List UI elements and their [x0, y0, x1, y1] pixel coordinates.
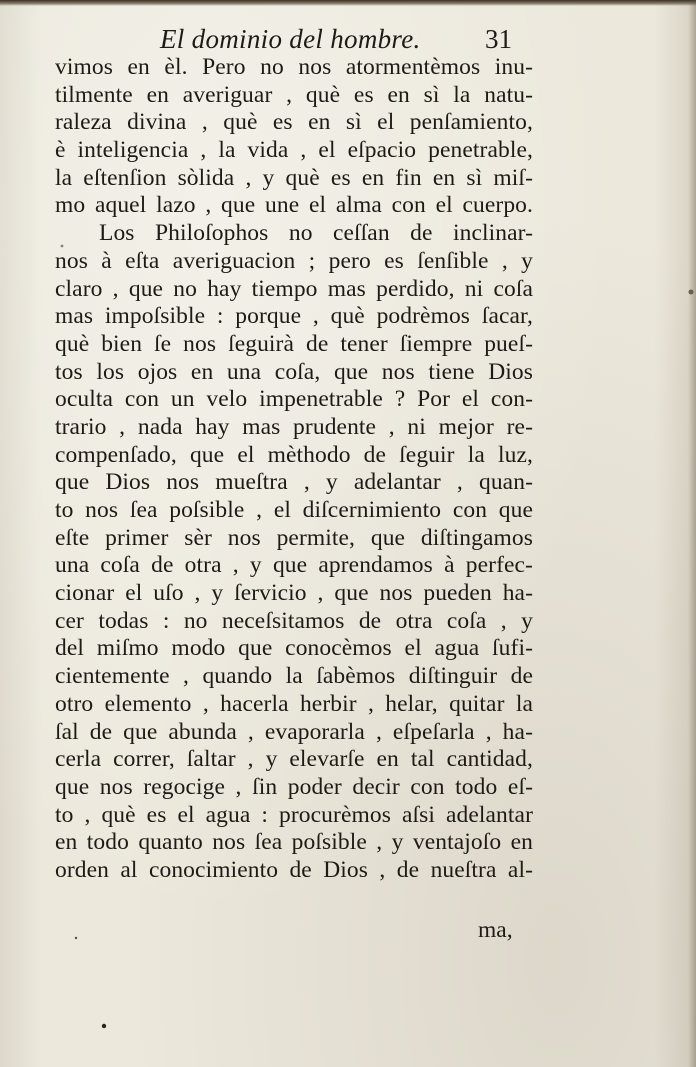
- text-line: cer todas : no neceſsitamos de otra coſa , y: [55, 607, 533, 634]
- text-line: del miſmo modo que conocèmos el agua ſufi-: [55, 635, 533, 662]
- text-line: trario , nada hay mas prudente , ni mejor re-: [55, 413, 533, 440]
- ink-speck: [75, 937, 77, 939]
- running-title: El dominio del hombre.: [160, 24, 421, 54]
- body-text: [55, 54, 533, 885]
- text-line: oculta con un velo impenetrable ? Por el con-: [55, 386, 533, 413]
- running-head: [0, 22, 696, 58]
- text-line: vimos en èl. Pero no nos atormentèmos inu-: [55, 54, 533, 80]
- text-line: to , què es el agua : procurèmos aſsi adelantar: [55, 801, 533, 828]
- page-top-edge: [0, 0, 696, 6]
- text-line: to nos ſea poſsible , el diſcernimiento con que: [55, 497, 533, 523]
- text-line: mo aquel lazo , que une el alma con el cuerpo.: [55, 192, 533, 219]
- text-line: una coſa de otra , y que aprendamos à perfec-: [55, 552, 533, 579]
- catchword: ma,: [478, 917, 513, 943]
- text-line: que Dios nos mueſtra , y adelantar , quan-: [55, 469, 533, 496]
- text-line: è inteligencia , la vida , el eſpacio penetrable,: [55, 137, 533, 164]
- page-gutter-shadow: [688, 0, 696, 1067]
- text-line: cerla correr, ſaltar , y elevarſe en tal cantidad,: [55, 746, 533, 773]
- text-line: otro elemento , hacerla herbir , helar, quitar la: [55, 690, 533, 717]
- text-line: la eſtenſion sòlida , y què es en fin en sì miſ-: [55, 164, 533, 191]
- text-line: claro , que no hay tiempo mas perdido, ni coſa: [55, 275, 533, 302]
- text-line: mas impoſsible : porque , què podrèmos ſacar,: [55, 303, 533, 330]
- ink-speck: [102, 1024, 106, 1028]
- text-line: en todo quanto nos ſea poſsible , y ventajoſo en: [55, 829, 533, 856]
- text-line: cionar el uſo , y ſervicio , que nos pueden ha-: [55, 580, 533, 607]
- text-line: raleza divina , què es en sì el penſamiento,: [55, 109, 533, 136]
- text-line: cientemente , quando la ſabèmos diſtinguir de: [55, 663, 533, 690]
- text-line: què bien ſe nos ſeguirà de tener ſiempre pueſ-: [55, 330, 533, 357]
- text-line: compenſado, que el mèthodo de ſeguir la luz,: [55, 441, 533, 468]
- text-line: orden al conocimiento de Dios , de nueſtra al-: [55, 856, 533, 883]
- text-line: ſal de que abunda , evaporarla , eſpeſarla , ha-: [55, 718, 533, 745]
- text-line: que nos regocige , ſin poder decir con todo eſ-: [55, 773, 533, 800]
- text-line: eſte primer sèr nos permite, que diſtingamos: [55, 524, 533, 551]
- text-line: nos à eſta averiguacion ; pero es ſenſible , y: [55, 247, 533, 274]
- text-line: tos los ojos en una coſa, que nos tiene Dios: [55, 358, 533, 385]
- text-line: tilmente en averiguar , què es en sì la natu-: [55, 81, 533, 108]
- page-number: 31: [485, 24, 512, 54]
- paragraph-start-line: Los Philoſophos no ceſſan de inclinar-: [99, 220, 533, 247]
